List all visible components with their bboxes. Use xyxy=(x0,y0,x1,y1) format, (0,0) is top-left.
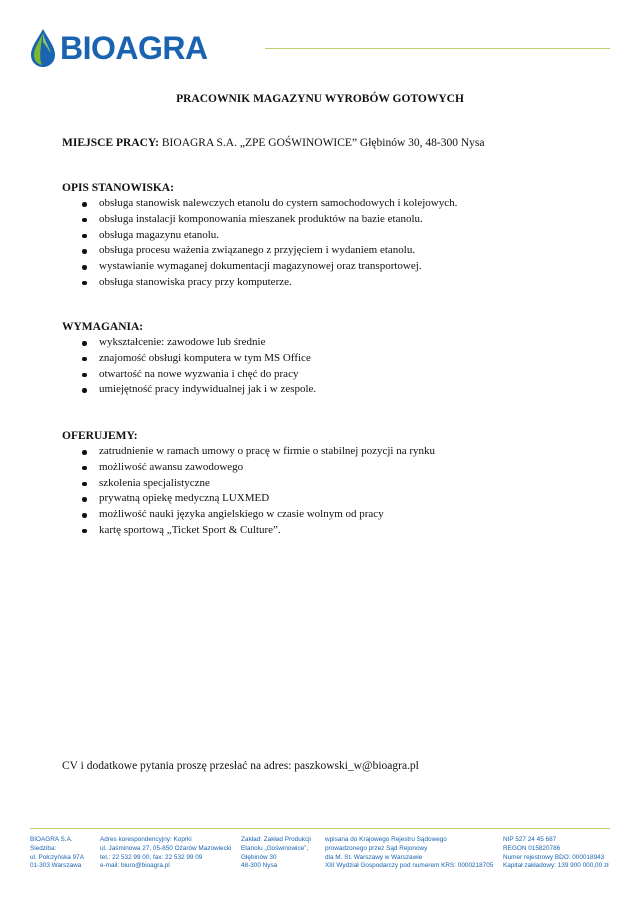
list-wymagania xyxy=(62,335,316,398)
footer-line: 01-303 Warszawa xyxy=(30,862,82,870)
footer-line: XIII Wydział Gospodarczy pod numerem KRS: 0000218705 xyxy=(325,862,494,870)
list-item: obsługa procesu ważenia związanego z przyjęciem i wydaniem etanolu. xyxy=(62,243,457,259)
page-title: PRACOWNIK MAGAZYNU WYROBÓW GOTOWYCH xyxy=(176,93,464,105)
bioagra-logo xyxy=(30,28,208,68)
footer-line: BIOAGRA S.A. xyxy=(30,836,73,843)
footer-correspondence xyxy=(100,836,231,871)
footer-company xyxy=(30,836,84,871)
list-item: otwartość na nowe wyzwania i chęć do pracy xyxy=(62,367,316,383)
footer-line: Głębinów 30 xyxy=(241,853,277,861)
footer-line: NIP 527 24 45 687 xyxy=(503,836,557,843)
list-item: możliwość awansu zawodowego xyxy=(62,460,435,476)
footer-line: Numer rejestrowy BDO: 000018943 xyxy=(503,853,605,861)
list-item: wykształcenie: zawodowe lub średnie xyxy=(62,335,316,351)
list-oferujemy xyxy=(62,444,435,539)
list-opis xyxy=(62,196,457,291)
work-location-label: MIEJSCE PRACY: xyxy=(62,137,160,149)
cv-contact-text: CV i dodatkowe pytania proszę przesłać na adres: paszkowski_w@bioagra.pl xyxy=(62,760,419,772)
list-item: obsługa magazynu etanolu. xyxy=(62,228,457,244)
list-item: obsługa stanowiska pracy przy komputerze. xyxy=(62,275,457,291)
footer-line: prowadzonego przez Sąd Rejonowy xyxy=(325,844,428,852)
footer-line: ul. Połczyńska 97A xyxy=(30,853,84,861)
section-heading-oferujemy: OFERUJEMY: xyxy=(62,430,138,442)
list-item: znajomość obsługi komputera w tym MS Office xyxy=(62,351,316,367)
list-item: szkolenia specjalistyczne xyxy=(62,476,435,492)
footer-line: tel.: 22 532 99 00, fax: 22 532 99 09 xyxy=(100,853,203,861)
footer-line: e-mail: biuro@bioagra.pl xyxy=(100,862,170,870)
list-item: obsługa instalacji komponowania mieszanek produktów na bazie etanolu. xyxy=(62,212,457,228)
footer-line: Zakład: Zakład Produkcji xyxy=(241,836,311,843)
list-item: możliwość nauki języka angielskiego w czasie wolnym od pracy xyxy=(62,507,435,523)
footer-tax-ids xyxy=(503,836,609,871)
header-divider xyxy=(265,48,610,49)
footer-divider xyxy=(30,828,610,829)
section-heading-opis: OPIS STANOWISKA: xyxy=(62,182,174,194)
footer-line: Kapitał zakładowy: 139 900 000,00 zł xyxy=(503,862,609,870)
footer-line: Etanolu „Goświnowice”, xyxy=(241,844,309,852)
drop-leaf-icon xyxy=(30,28,56,68)
footer-line: dla M. St. Warszawy w Warszawie xyxy=(325,853,423,861)
logo-text: BIOAGRA xyxy=(60,30,208,66)
section-heading-wymagania: WYMAGANIA: xyxy=(62,321,144,333)
footer-line: REGON 015820786 xyxy=(503,844,561,852)
footer-line: Adres korespondencyjny: Koprki xyxy=(100,836,192,843)
list-item: obsługa stanowisk nalewczych etanolu do cystern samochodowych i kolejowych. xyxy=(62,196,457,212)
footer-line: Siedziba: xyxy=(30,844,57,852)
footer-plant xyxy=(241,836,311,871)
list-item: wystawianie wymaganej dokumentacji magazynowej oraz transportowej. xyxy=(62,259,457,275)
list-item: kartę sportową „Ticket Sport & Culture”. xyxy=(62,523,435,539)
list-item: umiejętność pracy indywidualnej jak i w zespole. xyxy=(62,382,316,398)
list-item: prywatną opiekę medyczną LUXMED xyxy=(62,491,435,507)
footer-line: wpisana do Krajowego Rejestru Sądowego xyxy=(325,836,447,843)
footer-line: ul. Jaśminowa 27, 05-850 Ożarów Mazowiecki xyxy=(100,844,232,852)
work-location-value: BIOAGRA S.A. „ZPE GOŚWINOWICE” Głębinów 30, 48-300 Nysa xyxy=(159,137,485,149)
list-item: zatrudnienie w ramach umowy o pracę w firmie o stabilnej pozycji na rynku xyxy=(62,444,435,460)
footer-registry xyxy=(325,836,493,871)
work-location xyxy=(62,137,485,149)
footer-line: 48-300 Nysa xyxy=(241,862,278,870)
